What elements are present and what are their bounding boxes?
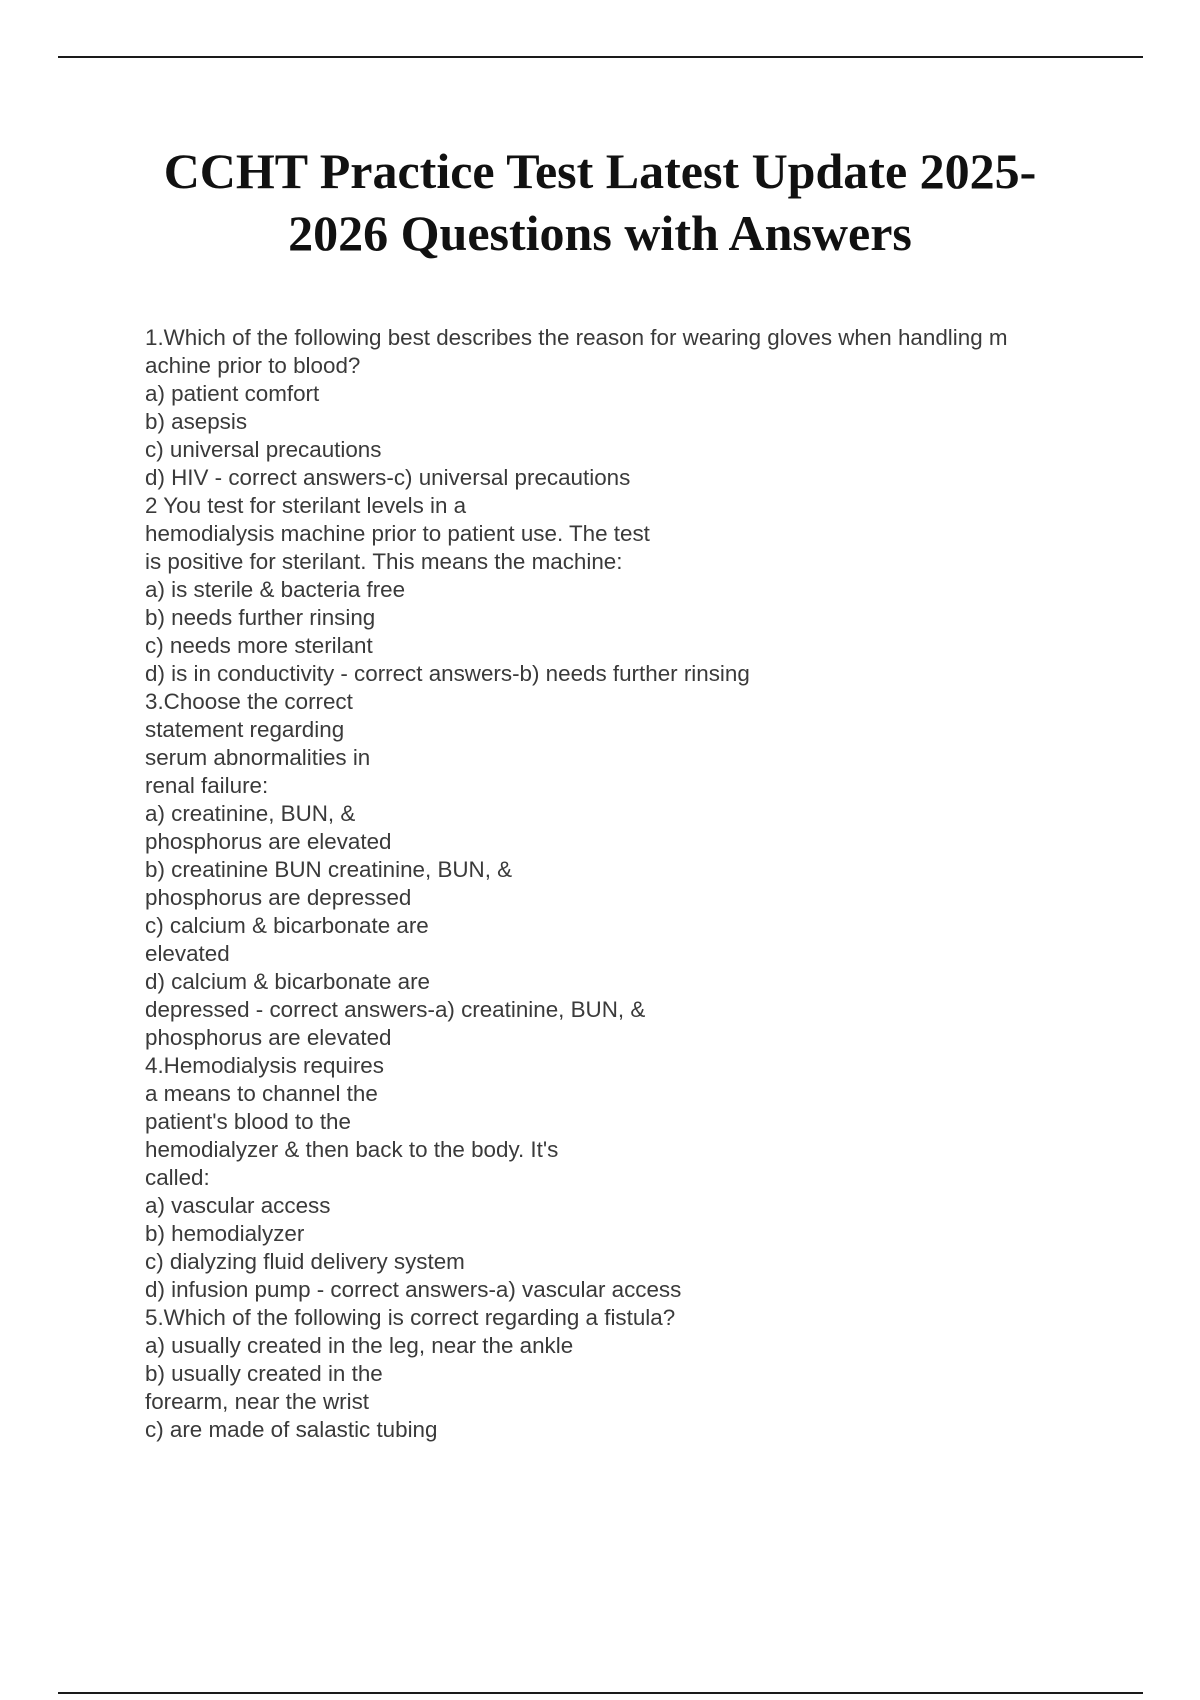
text-line: forearm, near the wrist — [145, 1389, 369, 1414]
top-rule — [58, 56, 1143, 58]
bottom-rule — [58, 1692, 1143, 1694]
text-line: d) HIV - correct answers-c) universal precautions — [145, 465, 631, 490]
text-line: a) usually created in the leg, near the ankle — [145, 1333, 574, 1358]
text-line: d) calcium & bicarbonate are — [145, 969, 430, 994]
text-line: statement regarding — [145, 717, 345, 742]
text-line: c) are made of salastic tubing — [145, 1417, 438, 1442]
text-line: 5.Which of the following is correct regarding a fistula? — [145, 1305, 676, 1330]
text-line: a) creatinine, BUN, & — [145, 801, 356, 826]
text-line: a) patient comfort — [145, 381, 320, 406]
text-line: 2 You test for sterilant levels in a — [145, 493, 467, 518]
text-line: c) universal precautions — [145, 437, 382, 462]
text-line: a) is sterile & bacteria free — [145, 577, 406, 602]
text-line: d) infusion pump - correct answers-a) vascular access — [145, 1277, 682, 1302]
text-line: is positive for sterilant. This means the machine: — [145, 549, 623, 574]
text-line: b) usually created in the — [145, 1361, 383, 1386]
text-line: phosphorus are elevated — [145, 1025, 392, 1050]
text-line: b) needs further rinsing — [145, 605, 376, 630]
text-line: patient's blood to the — [145, 1109, 351, 1134]
text-line: 4.Hemodialysis requires — [145, 1053, 384, 1078]
text-line: depressed - correct answers-a) creatinine, BUN, & — [145, 997, 646, 1022]
text-line: elevated — [145, 941, 230, 966]
text-line: hemodialysis machine prior to patient use. The test — [145, 521, 650, 546]
text-line: 3.Choose the correct — [145, 689, 353, 714]
text-line: achine prior to blood? — [145, 353, 361, 378]
text-line: b) asepsis — [145, 409, 248, 434]
text-line: b) hemodialyzer — [145, 1221, 305, 1246]
text-line: hemodialyzer & then back to the body. It's — [145, 1137, 559, 1162]
text-line: phosphorus are elevated — [145, 829, 392, 854]
text-line: c) dialyzing fluid delivery system — [145, 1249, 465, 1274]
text-line: called: — [145, 1165, 210, 1190]
title-line: CCHT Practice Test Latest Update 2025- — [163, 143, 1037, 199]
question-text — [145, 324, 1145, 1444]
document-title — [0, 140, 1200, 264]
text-line: c) calcium & bicarbonate are — [145, 913, 429, 938]
text-line: b) creatinine BUN creatinine, BUN, & — [145, 857, 513, 882]
title-line: 2026 Questions with Answers — [288, 205, 912, 261]
text-line: a) vascular access — [145, 1193, 331, 1218]
text-line: c) needs more sterilant — [145, 633, 373, 658]
text-line: phosphorus are depressed — [145, 885, 412, 910]
text-line: d) is in conductivity - correct answers-b) needs further rinsing — [145, 661, 750, 686]
text-line: renal failure: — [145, 773, 269, 798]
text-line: 1.Which of the following best describes the reason for wearing gloves when handling m — [145, 325, 1008, 350]
text-line: serum abnormalities in — [145, 745, 371, 770]
text-line: a means to channel the — [145, 1081, 378, 1106]
